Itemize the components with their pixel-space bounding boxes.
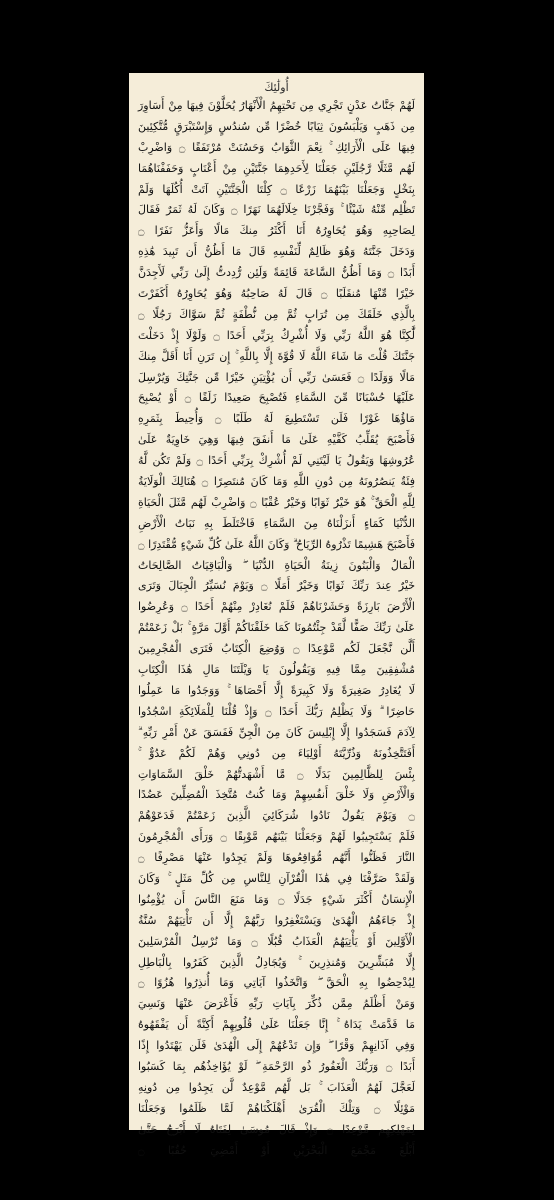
verse-line: وَلَقَدْ صَرَّفْنَا فِي هَٰذَا الْقُرْآنِ لِلنَّاسِ مِن كُلِّ مَثَلٍ ۚ وَكَانَ xyxy=(138,871,415,885)
verse-line: لَا يُغَادِرُ صَغِيرَةً وَلَا كَبِيرَةً إِلَّا أَحْصَاهَا ۚ وَوَجَدُوا مَا عَمِلُوا xyxy=(138,683,415,697)
verse-line: الْأَوَّلِينَ أَوْ يَأْتِيَهُمُ الْعَذَابُ قُبُلًا ۝ وَمَا نُرْسِلُ الْمُرْسَلِينَ xyxy=(138,934,415,948)
verse-line: لَهُمْ جَنَّاتُ عَدْنٍ تَجْرِي مِن تَحْتِهِمُ الْأَنْهَارُ يُحَلَّوْنَ فِيهَا مِنْ أَسَاوِرَ xyxy=(138,99,415,112)
verse-line: فِئَةٌ يَنصُرُونَهُ مِن دُونِ اللَّهِ وَمَا كَانَ مُنتَصِرًا ۝ هُنَالِكَ الْوَلَايَةُ xyxy=(138,475,415,489)
verse-line: أَبَدًا ۝ وَرَبُّكَ الْغَفُورُ ذُو الرَّحْمَةِ ۖ لَوْ يُؤَاخِذُهُم بِمَا كَسَبُوا xyxy=(138,1059,416,1073)
verse-line: مَا قَدَّمَتْ يَدَاهُ ۚ إِنَّا جَعَلْنَا عَلَىٰ قُلُوبِهِمْ أَكِنَّةً أَن يَفْقَهُوهُ xyxy=(138,1018,415,1032)
verse-line: فَلَمْ يَسْتَجِيبُوا لَهُمْ وَجَعَلْنَا بَيْنَهُم مَّوْبِقًا ۝ وَرَأَى الْمُجْرِمُونَ xyxy=(138,830,415,844)
verse-line: مَوْئِلًا ۝ وَتِلْكَ الْقُرَىٰ أَهْلَكْنَاهُمْ لَمَّا ظَلَمُوا وَجَعَلْنَا xyxy=(138,1101,415,1115)
verse-line: الدُّنْيَا كَمَاءٍ أَنزَلْنَاهُ مِنَ السَّمَاءِ فَاخْتَلَطَ بِهِ نَبَاتُ الْأَرْضِ xyxy=(138,516,415,530)
verse-line: أَفَتَتَّخِذُونَهُ وَذُرِّيَّتَهُ أَوْلِيَاءَ مِن دُونِي وَهُمْ لَكُمْ عَدُوٌّ ۚ xyxy=(138,746,415,760)
verse-line: أَبَدًا ۝ وَمَا أَظُنُّ السَّاعَةَ قَائِمَةً وَلَئِن رُّدِدتُّ إِلَىٰ رَبِّي لَأَجِدَنَّ xyxy=(138,266,415,280)
verse-line: ۝ وَيَوْمَ يَقُولُ نَادُوا شُرَكَائِيَ الَّذِينَ زَعَمْتُمْ فَدَعَوْهُمْ xyxy=(138,809,415,823)
verse-line: لِآدَمَ فَسَجَدُوا إِلَّا إِبْلِيسَ كَانَ مِنَ الْجِنِّ فَفَسَقَ عَنْ أَمْرِ رَبِّهِ ۗ xyxy=(138,725,415,739)
verse-line: لَعَجَّلَ لَهُمُ الْعَذَابَ ۚ بَل لَّهُم مَّوْعِدٌ لَّن يَجِدُوا مِن دُونِهِ xyxy=(138,1080,415,1094)
verse-line: لَهُم مَّثَلًا رَّجُلَيْنِ جَعَلْنَا لِأَحَدِهِمَا جَنَّتَيْنِ مِنْ أَعْنَابٍ وَحَفَفْنَاهُمَا xyxy=(138,161,415,175)
verse-line: وَدَخَلَ جَنَّتَهُ وَهُوَ ظَالِمٌ لِّنَفْسِهِ قَالَ مَا أَظُنُّ أَن تَبِيدَ هَٰذِهِ xyxy=(138,245,415,259)
verse-line: وَالْأَرْضِ وَلَا خَلْقَ أَنفُسِهِمْ وَمَا كُنتُ مُتَّخِذَ الْمُضِلِّينَ عَضُدًا xyxy=(138,788,415,802)
verse-line: لِصَاحِبِهِ وَهُوَ يُحَاوِرُهُ أَنَا أَكْثَرُ مِنكَ مَالًا وَأَعَزُّ نَفَرًا ۝ xyxy=(138,224,415,238)
verse-line: مَاؤُهَا غَوْرًا فَلَن تَسْتَطِيعَ لَهُ طَلَبًا ۝ وَأُحِيطَ بِثَمَرِهِ xyxy=(138,412,415,426)
verse-line: أَلَّن نَّجْعَلَ لَكُم مَّوْعِدًا ۝ وَوُضِعَ الْكِتَابُ فَتَرَى الْمُجْرِمِينَ xyxy=(138,642,415,656)
verse-line: الْإِنسَانُ أَكْثَرَ شَيْءٍ جَدَلًا ۝ وَمَا مَنَعَ النَّاسَ أَن يُؤْمِنُوا xyxy=(138,892,415,906)
verse-line: بِئْسَ لِلظَّالِمِينَ بَدَلًا ۝ مَّا أَشْهَدتُّهُمْ خَلْقَ السَّمَاوَاتِ xyxy=(138,767,415,781)
verse-line: أَبْلُغَ مَجْمَعَ الْبَحْرَيْنِ أَوْ أَمْضِيَ حُقُبًا ۝ xyxy=(138,1143,415,1157)
verse-line: جَنَّتَكَ قُلْتَ مَا شَاءَ اللَّهُ لَا قُوَّةَ إِلَّا بِاللَّهِ ۚ إِن تَرَنِ أَنَا أَقَلَّ مِنكَ xyxy=(138,349,415,363)
verse-line: لِمَهْلِكِهِم مَّوْعِدًا ۝ وَإِذْ قَالَ مُوسَىٰ لِفَتَاهُ لَا أَبْرَحُ حَتَّىٰ xyxy=(138,1122,415,1136)
verse-line: لِيُدْحِضُوا بِهِ الْحَقَّ ۖ وَاتَّخَذُوا آيَاتِي وَمَا أُنذِرُوا هُزُوًا ۝ xyxy=(138,976,415,990)
verse-line: النَّارَ فَظَنُّوا أَنَّهُم مُّوَاقِعُوهَا وَلَمْ يَجِدُوا عَنْهَا مَصْرِفًا ۝ xyxy=(138,851,415,865)
verse-line: بِالَّذِي خَلَقَكَ مِن تُرَابٍ ثُمَّ مِن نُّطْفَةٍ ثُمَّ سَوَّاكَ رَجُلًا ۝ xyxy=(138,307,415,321)
verse-line: عَلَىٰ رَبِّكَ صَفًّا لَّقَدْ جِئْتُمُونَا كَمَا خَلَقْنَاكُمْ أَوَّلَ مَرَّةٍ ۚ بَلْ زَعَمْتُمْ xyxy=(138,621,415,635)
verse-line: خَيْرٌ عِندَ رَبِّكَ ثَوَابًا وَخَيْرٌ أَمَلًا ۝ وَيَوْمَ نُسَيِّرُ الْجِبَالَ وَتَرَى xyxy=(138,579,416,593)
verse-line: حَاضِرًا ۗ وَلَا يَظْلِمُ رَبُّكَ أَحَدًا ۝ وَإِذْ قُلْنَا لِلْمَلَائِكَةِ اسْجُدُوا xyxy=(138,704,415,718)
verse-line: وَفِي آذَانِهِمْ وَقْرًا ۖ وَإِن تَدْعُهُمْ إِلَى الْهُدَىٰ فَلَن يَهْتَدُوا إِذًا xyxy=(138,1039,415,1053)
verse-line: إِذْ جَاءَهُمُ الْهُدَىٰ وَيَسْتَغْفِرُوا رَبَّهُمْ إِلَّا أَن تَأْتِيَهُمْ سُنَّةُ xyxy=(138,913,415,927)
verse-line: فَأَصْبَحَ يُقَلِّبُ كَفَّيْهِ عَلَىٰ مَا أَنفَقَ فِيهَا وَهِيَ خَاوِيَةٌ عَلَىٰ xyxy=(138,433,415,447)
verse-line: مَالًا وَوَلَدًا ۝ فَعَسَىٰ رَبِّي أَن يُؤْتِيَنِ خَيْرًا مِّن جَنَّتِكَ وَيُرْسِلَ xyxy=(138,370,415,384)
verse-line: عُرُوشِهَا وَيَقُولُ يَا لَيْتَنِي لَمْ أُشْرِكْ بِرَبِّي أَحَدًا ۝ وَلَمْ تَكُن لَّهُ xyxy=(138,454,415,468)
verse-line: بِنَخْلٍ وَجَعَلْنَا بَيْنَهُمَا زَرْعًا ۝ كِلْتَا الْجَنَّتَيْنِ آتَتْ أُكُلَهَا وَلَمْ xyxy=(138,182,415,196)
verse-text-block xyxy=(138,96,416,1157)
verse-line: عَلَيْهَا حُسْبَانًا مِّنَ السَّمَاءِ فَتُصْبِحَ صَعِيدًا زَلَقًا ۝ أَوْ يُصْبِحَ xyxy=(138,391,415,405)
page-header-title: أُولَٰئِكَ xyxy=(264,81,289,94)
verse-line: لَّٰكِنَّا هُوَ اللَّهُ رَبِّي وَلَا أُشْرِكُ بِرَبِّي أَحَدًا ۝ وَلَوْلَا إِذْ دَخَلْتَ xyxy=(138,328,415,342)
verse-line: إِلَّا مُبَشِّرِينَ وَمُنذِرِينَ ۚ وَيُجَادِلُ الَّذِينَ كَفَرُوا بِالْبَاطِلِ xyxy=(138,955,415,969)
verse-line: وَمَنْ أَظْلَمُ مِمَّن ذُكِّرَ بِآيَاتِ رَبِّهِ فَأَعْرَضَ عَنْهَا وَنَسِيَ xyxy=(138,997,415,1011)
verse-line: الْمَالُ وَالْبَنُونَ زِينَةُ الْحَيَاةِ الدُّنْيَا ۖ وَالْبَاقِيَاتُ الصَّالِحَاتُ xyxy=(138,558,415,572)
verse-line: تَظْلِم مِّنْهُ شَيْئًا ۚ وَفَجَّرْنَا خِلَالَهُمَا نَهَرًا ۝ وَكَانَ لَهُ ثَمَرٌ فَقَالَ xyxy=(138,203,415,217)
verse-line: فَأَصْبَحَ هَشِيمًا تَذْرُوهُ الرِّيَاحُ ۗ وَكَانَ اللَّهُ عَلَىٰ كُلِّ شَيْءٍ مُّقْتَدِرًا ۝ xyxy=(138,537,415,551)
verse-line: الْأَرْضَ بَارِزَةً وَحَشَرْنَاهُمْ فَلَمْ نُغَادِرْ مِنْهُمْ أَحَدًا ۝ وَعُرِضُوا xyxy=(138,600,415,614)
verse-line: فِيهَا عَلَى الْأَرَائِكِ ۚ نِعْمَ الثَّوَابُ وَحَسُنَتْ مُرْتَفَقًا ۝ وَاضْرِبْ xyxy=(138,140,415,154)
verse-line: خَيْرًا مِّنْهَا مُنقَلَبًا ۝ قَالَ لَهُ صَاحِبُهُ وَهُوَ يُحَاوِرُهُ أَكَفَرْتَ xyxy=(138,287,415,301)
verse-line: مِن ذَهَبٍ وَيَلْبَسُونَ ثِيَابًا خُضْرًا مِّن سُندُسٍ وَإِسْتَبْرَقٍ مُّتَّكِئِينَ xyxy=(138,119,415,133)
scripture-page xyxy=(129,73,424,1157)
verse-line: لِلَّهِ الْحَقِّ ۚ هُوَ خَيْرٌ ثَوَابًا وَخَيْرٌ عُقْبًا ۝ وَاضْرِبْ لَهُم مَّثَلَ الْحَيَاةِ xyxy=(138,495,415,509)
verse-line: مُشْفِقِينَ مِمَّا فِيهِ وَيَقُولُونَ يَا وَيْلَتَنَا مَالِ هَٰذَا الْكِتَابِ xyxy=(138,663,415,677)
